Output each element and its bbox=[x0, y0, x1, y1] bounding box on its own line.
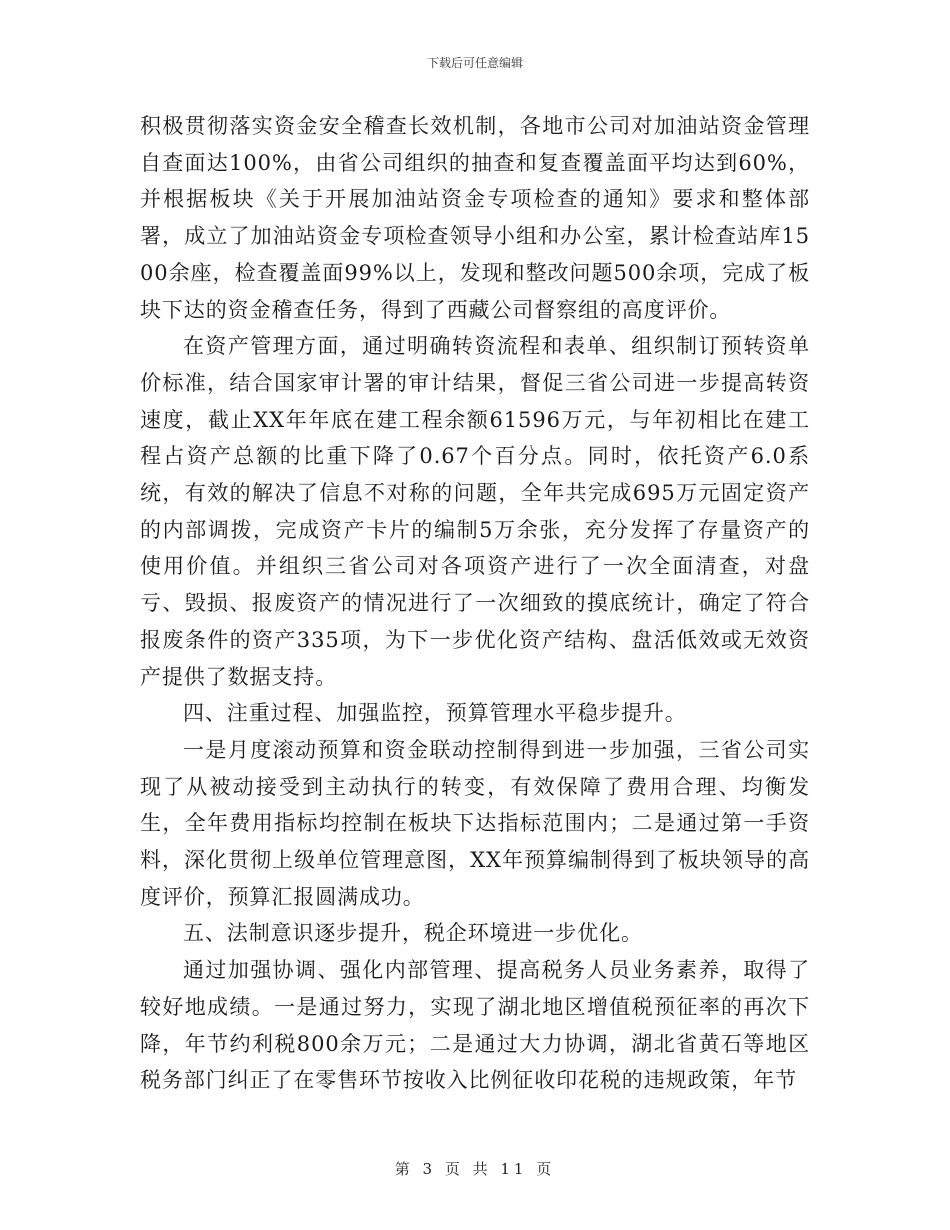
page-footer: 第 3 页 共 11 页 bbox=[394, 1160, 556, 1178]
paragraph-asset-management: 在资产管理方面，通过明确转资流程和表单、组织制订预转资单价标准，结合国家审计署的审计结果，督促三省公司进一步提高转资速度，截止XX年年底在建工程余额61596万元，与年初相比在建工程占资产总额的比重下降了0.67个百分点。同时，依托资产6.0系统，有效的解决了信息不对称的问题，全年共完成695万元固定资产的内部调拨，完成资产卡片的编制5万余张，充分发挥了存量资产的使用价值。并组织三省公司对各项资产进行了一次全面清查，对盘亏、毁损、报废资产的情况进行了一次细致的摸底统计，确定了符合报废条件的资产335项，为下一步优化资产结构、盘活低效或无效资产提供了数据支持。 bbox=[140, 334, 810, 689]
paragraph-fund-audit: 积极贯彻落实资金安全稽查长效机制，各地市公司对加油站资金管理自查面达100%，由省公司组织的抽查和复查覆盖面平均达到60%，并根据板块《关于开展加油站资金专项检查的通知》要求和整体部署，成立了加油站资金专项检查领导小组和办公室，累计检查站库1500余座，检查覆盖面99%以上，发现和整改问题500余项，完成了板块下达的资金稽查任务，得到了西藏公司督察组的高度评价。 bbox=[140, 114, 810, 322]
document-body bbox=[140, 108, 810, 1099]
section-heading-budget: 四、注重过程、加强监控，预算管理水平稳步提升。 bbox=[183, 701, 687, 726]
page-header: 下载后可任意编辑 bbox=[426, 56, 523, 70]
paragraph-tax: 通过加强协调、强化内部管理、提高税务人员业务素养，取得了较好地成绩。一是通过努力，实现了湖北地区增值税预征率的再次下降，年节约利税800余万元；二是通过大力协调，湖北省黄石等地区税务部门纠正了在零售环节按收入比例征收印花税的违规政策，年节 bbox=[140, 958, 810, 1093]
paragraph-budget: 一是月度滚动预算和资金联动控制得到进一步加强，三省公司实现了从被动接受到主动执行的转变，有效保障了费用合理、均衡发生，全年费用指标均控制在板块下达指标范围内；二是通过第一手资料，深化贯彻上级单位管理意图，XX年预算编制得到了板块领导的高度评价，预算汇报圆满成功。 bbox=[140, 737, 810, 909]
section-heading-tax: 五、法制意识逐步提升，税企环境进一步优化。 bbox=[183, 921, 643, 946]
